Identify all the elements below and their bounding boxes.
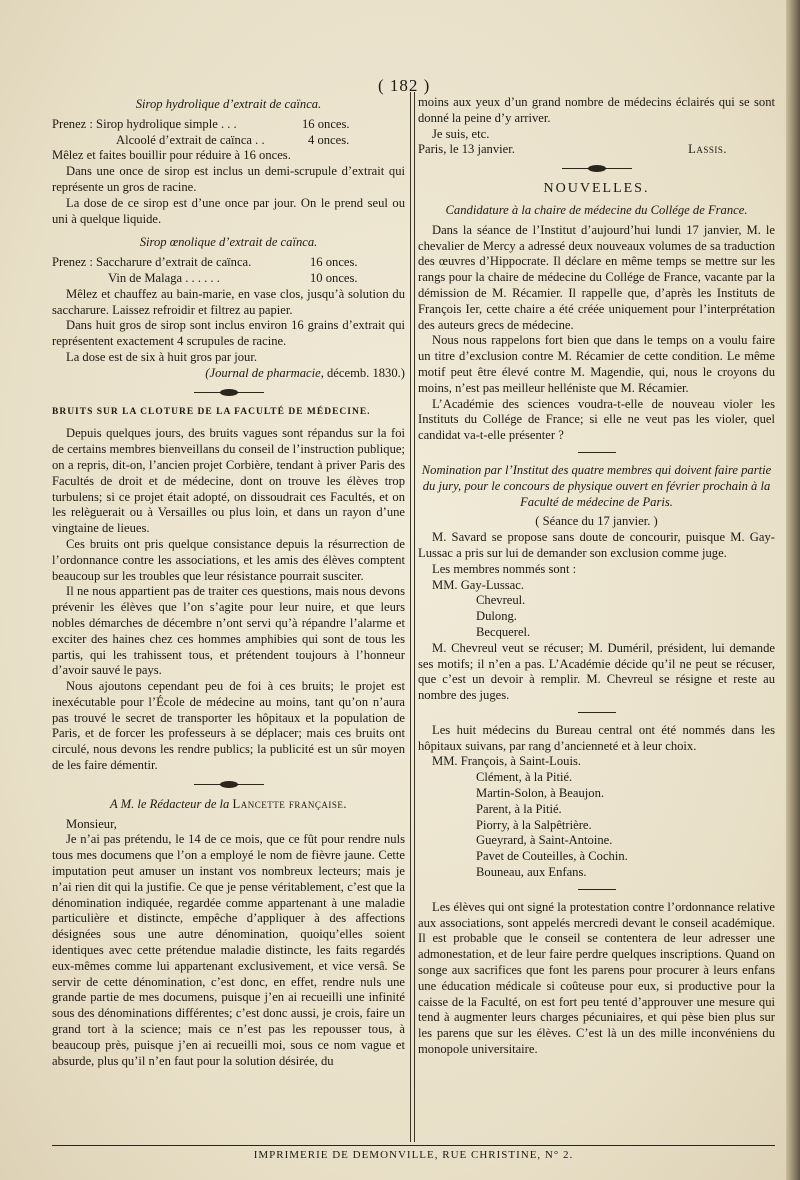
recipe1-line2 — [52, 133, 405, 149]
page-number: ( 182 ) — [378, 76, 431, 95]
hospital-assignment: Bouneau, aux Enfans. — [476, 865, 587, 880]
hospital-assignment: Gueyrard, à Saint-Antoine. — [476, 833, 613, 848]
printer-imprint: IMPRIMERIE DE DEMONVILLE, RUE CHRISTINE, N° 2. — [52, 1145, 775, 1161]
hospital-assignment: Piorry, à la Salpêtrière. — [476, 817, 592, 832]
recipe1-line2-b: 4 onces. — [308, 132, 350, 147]
lettre-title — [52, 797, 405, 813]
recipe2-p1: Mêlez et chauffez au bain-marie, en vase clos, jusqu’à solution du saccharure. Laissez refroidir et filtrez au papier. — [52, 286, 405, 317]
recipe1-line1-a: Prenez : Sirop hydrolique simple . . . — [52, 116, 237, 131]
eleves-paragraph: Les élèves qui ont signé la protestation contre l’ordonnance relative aux associations, sont appelés mercredi devant le conseil académique. Il est probable que le conseil se contentera de leur adresser une admonestation, et de leur faire perdre quelques inscriptions. Quand on songe aux sacrifices que font les parens pour procurer à leurs enfans une éducation médicale si coûteuse pour eux, si productive pour la caisse de la Faculté, on est fort peu tenté d’approuver une mesure qui tend à augmenter leurs charges pécuniaires, et qui pèse bien plus sur les parens que sur les élèves. C’est là un des mille inconvéniens du monopole universitaire. — [418, 899, 775, 1057]
bureau-p1: Les huit médecins du Bureau central ont été nommés dans les hôpitaux suivans, par rang d’ancienneté et à leur choix. — [418, 722, 775, 753]
book-spine-shadow — [786, 0, 800, 1180]
lettre-signature: Lassis. — [688, 142, 727, 157]
jury-members-list — [418, 578, 775, 641]
recipe1-p3: La dose de ce sirop est d’une once par jour. On le prend seul ou uni à quelque liquide. — [52, 195, 405, 226]
recipe1-title: Sirop hydrolique d’extrait de caïnca. — [135, 97, 322, 111]
jury-member: Chevreul. — [476, 593, 526, 608]
recipe2-line1-a: Prenez : Saccharure d’extrait de caïnca. — [52, 255, 252, 270]
recipe2-line2-b: 10 onces. — [310, 270, 358, 285]
nomination-p2: Les membres nommés sont : — [432, 561, 577, 576]
recipe1-line1-b: 16 onces. — [302, 116, 350, 131]
bruits-p1: Depuis quelques jours, des bruits vagues sont répandus sur la foi de certains membres bienveillans du conseil de l’instruction publique; on a repris, dit-on, l’ancien projet Corbière, tendant à priver Paris des Facultés de droit et de médecine, dont on trouve les élèves trop turbulens; si ce projet était adopté, on dissoudrait ces Facultés, et on les relèguerait ou à Versailles ou plus loin, et dans un rayon d’une vingtaine de lieues. — [52, 426, 405, 536]
candidature-title: Candidature à la chaire de médecine du Collége de France. — [445, 202, 748, 217]
bruits-title: BRUITS SUR LA CLOTURE DE LA FACULTÉ DE MÉDECINE. — [52, 406, 371, 417]
recipe1-line2-a: Alcoolé d’extrait de caïnca . . — [116, 132, 265, 147]
nomination-title: Nomination par l’Institut des quatre membres qui doivent faire partie du jury, pour le concours de physique ouvert en février prochain à la Faculté de médecine de Paris. — [421, 462, 772, 509]
hospital-assignments-list — [418, 754, 775, 880]
section-nouvelles: NOUVELLES. — [543, 181, 650, 197]
hospital-assignment: Martin-Solon, à Beaujon. — [476, 786, 605, 801]
right-column — [418, 95, 775, 1058]
ornament-divider — [562, 165, 632, 172]
lettre-title-a: A M. le Rédacteur de la — [109, 796, 233, 811]
recipe2-line2 — [52, 271, 405, 287]
hospital-assignment: Parent, à la Pitié. — [476, 801, 562, 816]
recipe1-line1 — [52, 117, 405, 133]
ornament-divider — [194, 389, 264, 396]
nomination-p1: M. Savard se propose sans doute de concourir, puisque M. Gay-Lussac a pris sur lui de demander son exclusion comme juge. — [418, 530, 775, 560]
recipe2-line1 — [52, 255, 405, 271]
recipe2-source-date: décemb. 1830.) — [323, 365, 405, 380]
recipe2-p2: Dans huit gros de sirop sont inclus environ 16 grains d’extrait qui représentent exactement 4 scrupules de racine. — [52, 318, 405, 349]
nomination-p3: M. Chevreul veut se récuser; M. Duméril, président, lui demande ses motifs; il n’en a pas. L’Académie décide qu’il ne peut se récuser, que c’est un devoir à remplir. M. Chevreul se résigne et reste au nombre des juges. — [418, 640, 775, 703]
lettre-closing: Je suis, etc. — [432, 126, 490, 141]
lettre-p1: Je n’ai pas prétendu, le 14 de ce mois, que ce fût pour rendre nuls tous mes documens que l’on a employé le nom de fièvre jaune. Cette imputation peut amuser un instant vos nombreux lecteurs; mais je n’ai rien dit qui la justifie. Ce que je pense véritablement, c’est que la dénomination indiquée, regardée comme appartenant à une maladie particulière et distincte, empêche d’appliquer à des affections désignées sous une autre dénomination, quoiqu’elles soient identiques avec cette prétendue maladie distincte, les faits regardés eux-mêmes comme lui appartenant exclusivement, et vice versâ. Se servir de cette dénomination, c’est donc, en effet, rendre nuls une grande partie de mes documens, puisque j’en ai recueilli une infinité sous des dénominations différentes; c’est donc aussi, je crois, faire un grand tort à la science; mais ce n’est pas les repousser tous, à beaucoup près, puisque j’en ai recueilli moi, sous ce nom vague et absurde, plus qu’il n’en faut pour la solution désirée, du — [52, 832, 405, 1068]
lettre-date: Paris, le 13 janvier. — [418, 142, 515, 157]
bruits-p3: Il ne nous appartient pas de traiter ces questions, mais nous devons prévenir les élèves que l’on s’agite pour leur nuire, et que leurs nobles démarches de décembre n’ont servi qu’à répandre l’alarme et exciter des haines chez ces hommes amphibies qui sont de tous les partis, qui les trahissent tous, et prétendent toujours à l’honneur d’avoir sauvé le pays. — [52, 584, 405, 678]
column-rule — [410, 92, 415, 1142]
jury-member: Dulong. — [476, 609, 517, 624]
signature-line — [418, 142, 775, 158]
nomination-seance: ( Séance du 17 janvier. ) — [535, 514, 658, 529]
short-divider — [578, 889, 616, 890]
recipe2-title: Sirop œnolique d’extrait de caïnca. — [139, 235, 318, 250]
hospital-assignment: MM. François, à Saint-Louis. — [432, 754, 582, 769]
recipe1-p1: Mêlez et faites bouillir pour réduire à 16 onces. — [52, 148, 291, 163]
recipe2-p3: La dose est de six à huit gros par jour. — [66, 349, 257, 364]
recipe2-source-journal: (Journal de pharmacie, — [205, 365, 324, 380]
candidature-p3: L’Académie des sciences voudra-t-elle de nouveau violer les Instituts du Collége de France; si elle ne veut pas les violer, quel candidat va-t-elle présenter ? — [418, 396, 775, 443]
hospital-assignment: Clément, à la Pitié. — [476, 770, 573, 785]
candidature-p1: Dans la séance de l’Institut d’aujourd’hui lundi 17 janvier, M. le chevalier de Mercy a adressé deux nouveaux volumes de sa traduction des œuvres d’Hippocrate. Il déclare en même temps se mettre sur les rangs pour la chaire de médecine du Collége de France, vacante par la démission de M. Récamier. Il rappelle que, d’après les Instituts de François Ier, cette chaire a été créée uniquement pour l’interprétation des auteurs grecs de médecine. — [418, 222, 775, 332]
ornament-divider — [194, 781, 264, 788]
short-divider — [578, 452, 616, 453]
recipe1-p2: Dans une once de sirop est inclus un demi-scrupule d’extrait qui représente un gros de racine. — [52, 164, 405, 194]
lettre-salutation: Monsieur, — [66, 816, 117, 831]
recipe2-line2-a: Vin de Malaga . . . . . . — [108, 270, 220, 285]
jury-member: MM. Gay-Lussac. — [432, 577, 524, 592]
hospital-assignment: Pavet de Couteilles, à Cochin. — [476, 849, 628, 864]
recipe2-source — [52, 366, 405, 382]
recipe2-line1-b: 16 onces. — [310, 255, 358, 270]
bruits-p2: Ces bruits ont pris quelque consistance depuis la résurrection de l’ordonnance contre les associations, et les amis des élèves comptent beaucoup sur les troubles que leur résistance pourrait susciter. — [52, 536, 405, 583]
bruits-p4: Nous ajoutons cependant peu de foi à ces bruits; le projet est inexécutable pour l’École de médecine au moins, tant qu’on n’aura pas trouvé le secret de transporter les hôpitaux et la population de Paris, et de forcer les professeurs à se déplacer; mais ces bruits ont circulé, nous devons les rendre publics; la publicité est un sûr moyen de les faire démentir. — [52, 679, 405, 773]
lettre-continuation: moins aux yeux d’un grand nombre de médecins éclairés qui se sont donné la peine d’y arriver. — [418, 95, 775, 125]
candidature-p2: Nous nous rappelons fort bien que dans le temps on a voulu faire un titre d’exclusion contre M. Récamier de cette condition. Le même motif peut être élevé contre M. Magendie, qui, nous le croyons du moins, n’est pas meilleur helléniste que M. Récamier. — [418, 333, 775, 395]
lettre-title-b: Lancette française. — [232, 796, 348, 811]
jury-member: Becquerel. — [476, 624, 531, 639]
short-divider — [578, 712, 616, 713]
left-column — [52, 95, 405, 1069]
